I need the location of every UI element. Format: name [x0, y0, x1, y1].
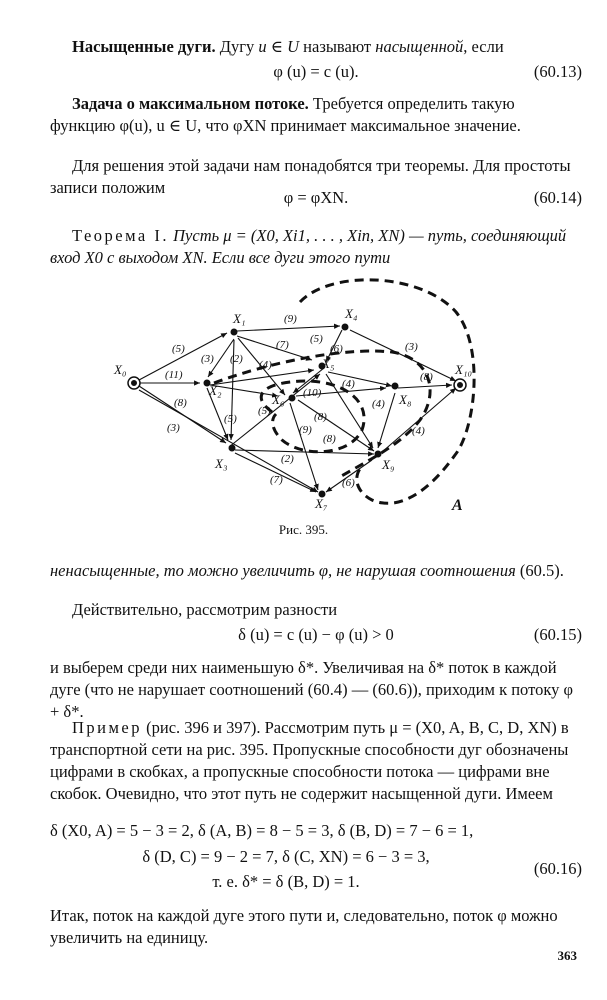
arc-label: (5) — [224, 413, 237, 425]
theorem-label: Теорема I. — [72, 226, 169, 245]
paragraph-max-flow-problem: Задача о максимальном потоке. Требуется определить такую функцию φ(u), u ∈ U, что φXN принимает максимальное значение. — [50, 94, 521, 135]
equation-60-14: φ = φXN. (60.14) — [283, 188, 582, 207]
node-x3: X₃ — [215, 456, 228, 471]
region-label-a: A — [452, 497, 463, 514]
node-x5: X₅ — [322, 356, 335, 371]
equation-60-16-line3: т. е. δ* = δ (B, D) = 1. — [212, 872, 360, 891]
arc-label: (4) — [412, 425, 425, 437]
node-x1: X₁ — [233, 311, 246, 326]
equation-60-16-line1: δ (X0, A) = 5 − 3 = 2, δ (A, B) = 8 − 5 = 3, δ (B, D) = 7 − 6 = 1, — [50, 821, 474, 840]
arc-label: (5) — [258, 405, 271, 417]
arc-label: (4) — [342, 378, 355, 390]
arc-label: (3) — [167, 422, 180, 434]
paragraph-saturated-arcs: Насыщенные дуги. Дугу u ∈ U называют насыщенной, если — [72, 37, 504, 56]
arc-label: (4) — [372, 398, 385, 410]
arc-label: (3) — [201, 353, 214, 365]
node-x6: X₆ — [272, 392, 285, 407]
theorem-1: Теорема I. Пусть μ = (X0, Xi1, . . . , Xin, XN) — путь, соединяющий вход X0 с выходом XN. Если все дуги этого пути — [50, 226, 567, 267]
arc-label: (8) — [323, 433, 336, 445]
paragraph-choose-minimum: и выберем среди них наименьшую δ*. Увеличивая на δ* поток в каждой дуге (что не нарушает соотношений (60.4) — (60.6)), приходим к потоку φ + δ*. — [50, 658, 573, 721]
term-max-flow-problem: Задача о максимальном потоке. — [72, 94, 309, 113]
arc-label: (4) — [259, 359, 272, 371]
equation-number: (60.16) — [533, 859, 582, 878]
arc-label: (5) — [172, 343, 185, 355]
arc-label: (8) — [174, 397, 187, 409]
node-x4: X₄ — [345, 306, 358, 321]
arc-label: (8) — [314, 411, 327, 423]
arc-label: (5) — [310, 333, 323, 345]
equation-60-15: δ (u) = c (u) − φ (u) > 0 (60.15) — [238, 625, 582, 644]
equation-60-16-line2: δ (D, C) = 9 − 2 = 7, δ (C, XN) = 6 − 3 = 3, (60.16) — [142, 847, 582, 878]
arc-label: (7) — [276, 339, 289, 351]
arc-label: (7) — [270, 474, 283, 486]
arc-label: (8) — [420, 371, 433, 383]
arc-label: (2) — [230, 353, 243, 365]
node-x9: X₉ — [382, 457, 395, 472]
example-label: Пример — [72, 718, 143, 737]
equation-number: (60.13) — [533, 62, 582, 81]
figure-caption: Рис. 395. — [278, 522, 329, 537]
paragraph-conclusion: Итак, поток на каждой дуге этого пути и, следовательно, поток φ можно увеличить на единицу. — [50, 906, 558, 947]
equation-number: (60.15) — [533, 625, 582, 644]
node-x10: X₁₀ — [455, 362, 472, 377]
node-x8: X₈ — [399, 392, 412, 407]
node-x0: X₀ — [114, 362, 127, 377]
arc-label: (10) — [303, 387, 322, 399]
page-number: 363 — [557, 948, 577, 963]
arc-label: (9) — [299, 424, 312, 436]
equation-number: (60.14) — [533, 188, 582, 207]
node-x2: X₂ — [209, 383, 222, 398]
arc-label: (2) — [281, 453, 294, 465]
arc-label: (11) — [165, 369, 183, 381]
arc-label: (6) — [342, 477, 355, 489]
equation-60-13: φ (u) = c (u). (60.13) — [273, 62, 582, 81]
arc-label: (9) — [284, 313, 297, 325]
term-saturated-arcs: Насыщенные дуги. — [72, 37, 216, 56]
node-x7: X₇ — [315, 496, 328, 511]
paragraph-three-theorems: Для решения этой задачи нам понадобятся три теоремы. Для простоты записи положим — [50, 156, 571, 197]
paragraph-theorem-continuation: ненасыщенные, то можно увеличить φ, не нарушая соотношения (60.5). — [50, 561, 564, 580]
arc-label: (3) — [405, 341, 418, 353]
paragraph-example: Пример (рис. 396 и 397). Рассмотрим путь μ = (X0, A, B, C, D, XN) в транспортной сети на рис. 395. Пропускные способности дуг обозначены цифрами в скобках, а пропускные способности потока — цифрами вне скобок. Очевидно, что этот путь не содержит насыщенной дуги. Имеем — [50, 718, 569, 803]
arc-label: (6) — [330, 343, 343, 355]
paragraph-differences: Действительно, рассмотрим разности — [72, 600, 338, 619]
